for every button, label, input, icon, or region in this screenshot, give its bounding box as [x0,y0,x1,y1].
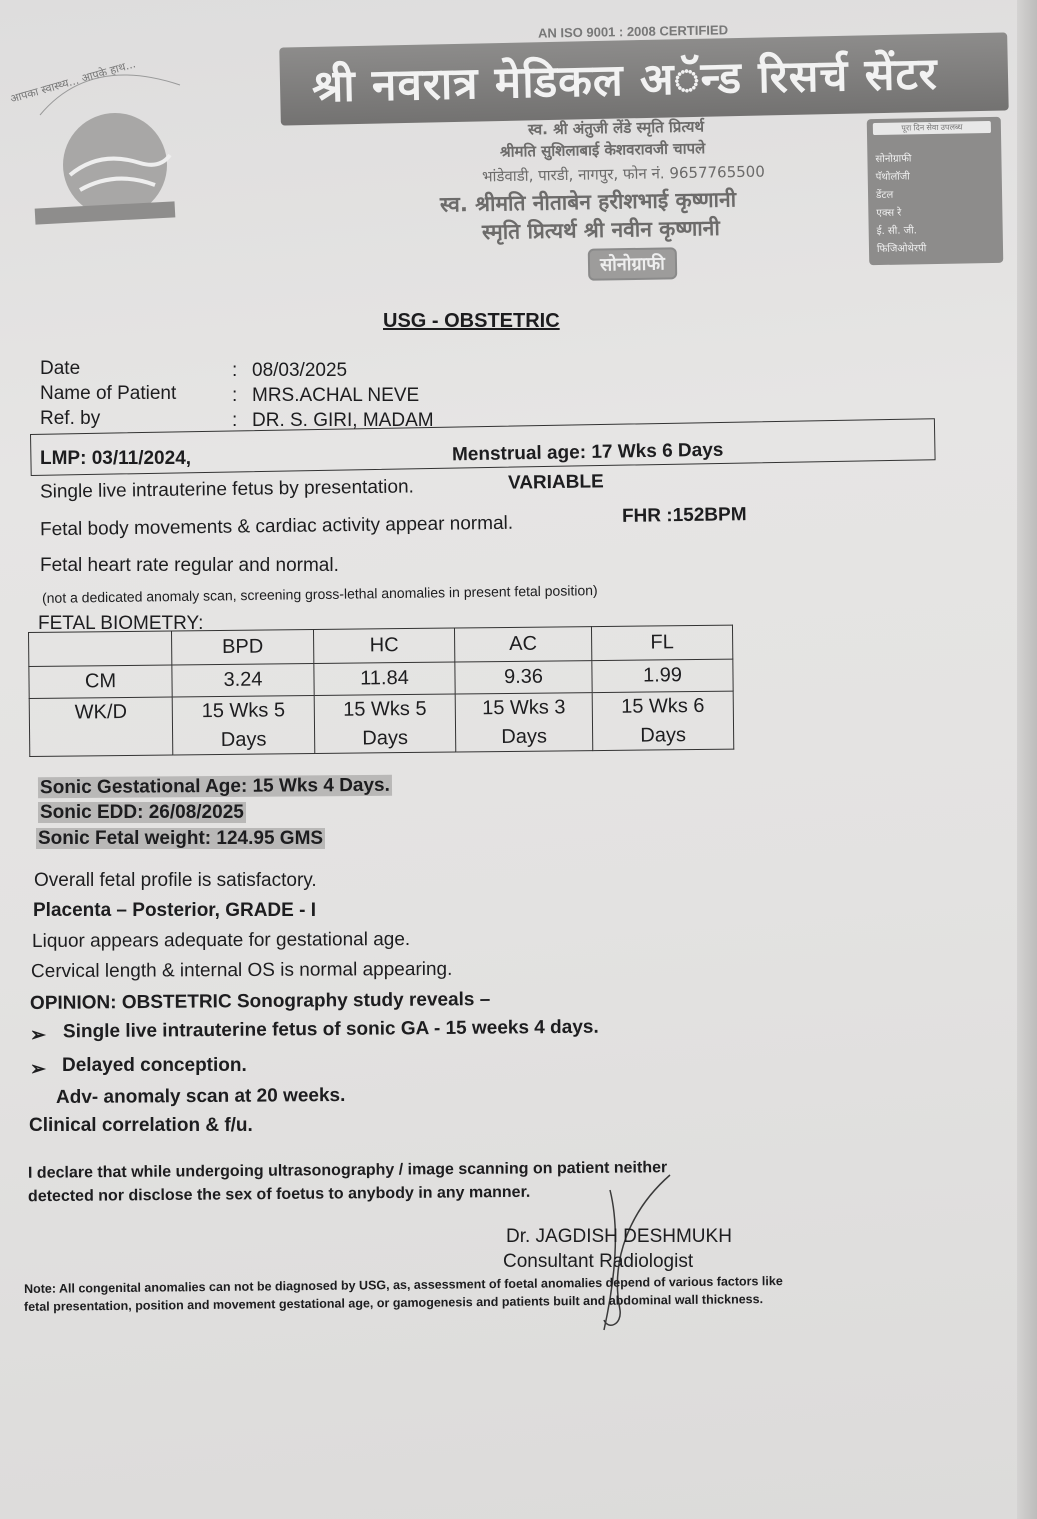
cell-line: Days [640,723,687,747]
anomaly-scan-note: (not a dedicated anomaly scan, screening gross-lethal anomalies in present fetal position) [41,582,598,606]
menstrual-age: Menstrual age: 17 Wks 6 Days [451,439,724,466]
fetal-movement-text: Fetal body movements & cardiac activity appear normal. [39,512,514,541]
note-line-1: Note: All congenital anomalies can not be diagnosed by USG, as, assessment of foetal anomalies depend of various factors like [23,1274,783,1296]
sonic-gestational-age [38,775,392,799]
date-value: 08/03/2025 [252,360,348,381]
presentation-value: VARIABLE [507,471,604,494]
ref-label: Ref. by [40,408,101,429]
lmp-date: LMP: 03/11/2024, [40,448,192,469]
note-line-2: fetal presentation, position and movement gestational age, or gamogenesis and patients built and abdominal wall thickness. [23,1292,764,1314]
hospital-address: भांडेवाडी, पारडी, नागपुर, फोन नं. 9657765500 [481,162,765,186]
header-cell: BPD [171,630,313,665]
memorial-line-1: स्व. श्री अंतुजी लेंडे स्मृति प्रित्यर्थ [527,117,705,139]
iso-certification: AN ISO 9001 : 2008 CERTIFIED [537,22,729,41]
table-cell: 3.24 [172,664,314,697]
patient-label: Name of Patient [40,383,177,404]
header-cell: FL [591,625,732,660]
table-row [29,691,734,756]
bullet-icon: ➢ [30,1059,46,1080]
opinion: OPINION: OBSTETRIC Sonography study reveals – [29,988,491,1015]
sonic-fetal-weight [36,828,325,850]
presentation-text: Single live intrauterine fetus by presentation. [39,476,415,503]
table-cell: 1.99 [592,659,733,692]
header-cell [29,631,172,666]
table-cell [592,691,734,750]
table-cell: 11.84 [314,662,455,695]
service-item: पॅथोलॉजी [875,171,910,184]
cell-line: 15 Wks 3 [482,695,566,719]
memorial-line-3: स्व. श्रीमति नीताबेन हरीशभाई कृष्णानी [439,187,737,217]
patient-colon: : [232,385,238,406]
heart-rate-text: Fetal heart rate regular and normal. [40,555,339,576]
header-cell: HC [313,628,454,663]
opinion-bullet-2: Delayed conception. [62,1055,247,1076]
biometry-table [28,625,734,757]
service-item: सोनोग्राफी [875,153,912,166]
hospital-name: श्री नवरात्र मेडिकल अॅन्ड रिसर्च सेंटर [311,48,939,113]
cell-line: 15 Wks 5 [201,698,286,722]
cell-line: Days [362,726,409,750]
sonic-ga-text: Sonic Gestational Age: 15 Wks 4 Days. [39,774,390,799]
service-item: एक्स रे [876,207,902,220]
cervical-length: Cervical length & internal OS is normal appearing. [30,958,453,983]
liquor: Liquor appears adequate for gestational age. [31,929,411,952]
sonic-edd [38,802,246,824]
report-title: USG - OBSTETRIC [383,310,560,332]
sonography-badge: सोनोग्राफी [588,247,677,281]
date-colon: : [232,360,238,381]
date-label: Date [40,358,81,379]
bullet-icon: ➢ [30,1025,46,1046]
cell-line: Days [220,728,267,751]
header-cell: AC [454,627,591,662]
row-label: WK/D [29,697,173,756]
table-cell [314,694,456,753]
placenta: Placenta – Posterior, GRADE - I [33,900,316,921]
advice: Adv- anomaly scan at 20 weeks. [55,1084,346,1109]
services-heading: पूरा दिन सेवा उपलब्ध [873,121,991,135]
row-label: CM [29,665,172,698]
paper-edge [1017,0,1037,1519]
services-box [867,117,1004,265]
memorial-line-2: श्रीमति सुशिलाबाई केशवरावजी चापले [499,139,706,161]
cell-line: 15 Wks 5 [343,697,427,721]
doctor-name: Dr. JAGDISH DESHMUKH [506,1226,732,1247]
biometry-label: FETAL BIOMETRY: [38,613,204,634]
fetal-profile: Overall fetal profile is satisfactory. [34,870,317,891]
cell-line: 15 Wks 6 [621,694,705,718]
doctor-designation: Consultant Radiologist [503,1251,694,1272]
clinical-correlation: Clinical correlation & f/u. [29,1115,253,1136]
sonic-weight-text: Sonic Fetal weight: 124.95 GMS [38,828,324,849]
ref-colon: : [232,410,238,431]
table-cell: 9.36 [455,661,592,694]
cell-line: Days [501,725,548,748]
table-cell [172,696,315,755]
memorial-line-4: स्मृति प्रित्यर्थ श्री नवीन कृष्णानी [481,215,720,245]
service-item: डेंटल [875,189,894,202]
patient-name: MRS.ACHAL NEVE [252,385,420,406]
service-item: फिजिओथेरपी [876,243,927,256]
declaration-line-1: I declare that while undergoing ultrasonography / image scanning on patient neither [27,1159,668,1182]
service-item: ई. सी. जी. [876,225,917,238]
logo-motto: आपका स्वास्थ्य... आपके हाथ... [8,57,138,106]
sonic-edd-text: Sonic EDD: 26/08/2025 [40,802,244,823]
table-cell [455,693,593,752]
opinion-bullet-1: Single live intrauterine fetus of sonic GA - 15 weeks 4 days. [62,1016,599,1043]
ref-doctor: DR. S. GIRI, MADAM [252,410,434,431]
fhr-value: FHR :152BPM [621,504,747,527]
declaration-line-2: detected nor disclose the sex of foetus to anybody in any manner. [27,1183,531,1206]
